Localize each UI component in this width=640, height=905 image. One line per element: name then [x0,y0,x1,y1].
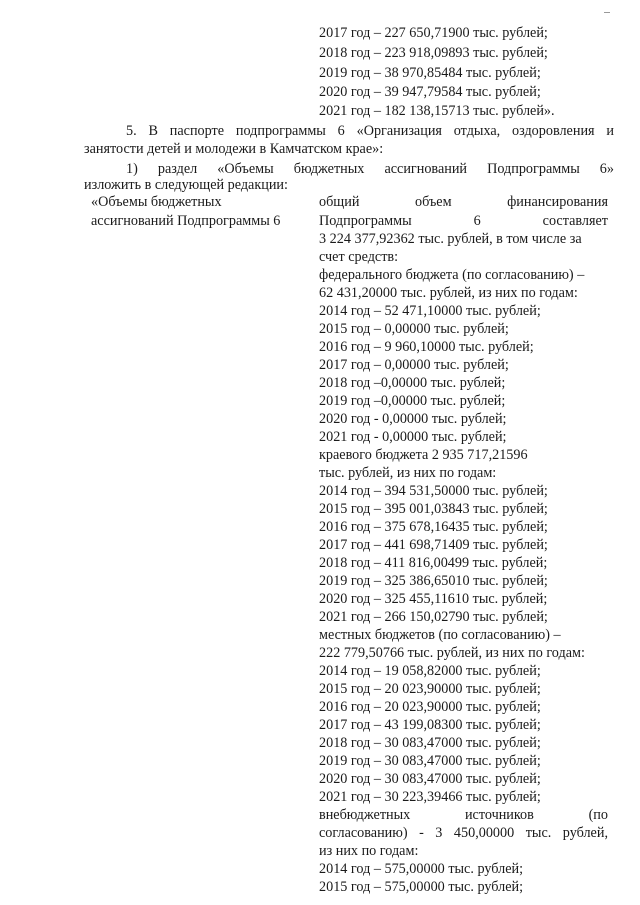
federal-year: 2018 год –0,00000 тыс. рублей; [319,375,506,391]
top-year-line: 2018 год – 223 918,09893 тыс. рублей; [319,45,548,61]
local-year: 2020 год – 30 083,47000 тыс. рублей; [319,771,541,787]
federal-line1: федерального бюджета (по согласованию) – [319,267,585,283]
local-year: 2017 год – 43 199,08300 тыс. рублей; [319,717,541,733]
federal-year: 2016 год – 9 960,10000 тыс. рублей; [319,339,534,355]
regional-year: 2018 год – 411 816,00499 тыс. рублей; [319,555,548,571]
local-year: 2016 год – 20 023,90000 тыс. рублей; [319,699,541,715]
word: (по [588,807,608,823]
federal-line2: 62 431,20000 тыс. рублей, из них по годам: [319,285,578,301]
local-year: 2014 год – 19 058,82000 тыс. рублей; [319,663,541,679]
regional-year: 2021 год – 266 150,02790 тыс. рублей; [319,609,548,625]
word: Подпрограммы [319,213,412,229]
federal-year: 2017 год – 0,00000 тыс. рублей; [319,357,509,373]
regional-year: 2014 год – 394 531,50000 тыс. рублей; [319,483,548,499]
federal-year: 2020 год - 0,00000 тыс. рублей; [319,411,507,427]
item1-line1: 1) раздел «Объемы бюджетных ассигнований Подпрограммы 6» [126,161,614,177]
federal-year: 2014 год – 52 471,10000 тыс. рублей; [319,303,541,319]
word: источников [464,807,534,823]
extra-line1 [319,806,608,824]
top-year-line: 2020 год – 39 947,79584 тыс. рублей; [319,84,541,100]
local-line1: местных бюджетов (по согласованию) – [319,627,561,643]
intro-line4: счет средств: [319,249,399,265]
intro-line2 [319,212,608,230]
regional-line1: краевого бюджета 2 935 717,21596 [319,447,528,463]
word: финансирования [507,194,608,210]
extra-year: 2014 год – 575,00000 тыс. рублей; [319,861,524,877]
regional-year: 2015 год – 395 001,03843 тыс. рублей; [319,501,548,517]
regional-line2: тыс. рублей, из них по годам: [319,465,497,481]
extra-year: 2015 год – 575,00000 тыс. рублей; [319,879,524,895]
regional-year: 2019 год – 325 386,65010 тыс. рублей; [319,573,548,589]
local-year: 2015 год – 20 023,90000 тыс. рублей; [319,681,541,697]
word: 6 [473,213,481,229]
para5-line2: занятости детей и молодежи в Камчатском крае»: [84,141,384,157]
federal-year: 2021 год - 0,00000 тыс. рублей; [319,429,507,445]
intro-line3: 3 224 377,92362 тыс. рублей, в том числе за [319,231,582,247]
local-year: 2018 год – 30 083,47000 тыс. рублей; [319,735,541,751]
top-year-line: 2019 год – 38 970,85484 тыс. рублей; [319,65,541,81]
left-col-line2: ассигнований Подпрограммы 6 [91,213,281,229]
local-year: 2021 год – 30 223,39466 тыс. рублей; [319,789,541,805]
local-year: 2019 год – 30 083,47000 тыс. рублей; [319,753,541,769]
federal-year: 2015 год – 0,00000 тыс. рублей; [319,321,509,337]
item1-line2: изложить в следующей редакции: [84,177,288,193]
federal-year: 2019 год –0,00000 тыс. рублей; [319,393,506,409]
top-year-line: 2017 год – 227 650,71900 тыс. рублей; [319,25,548,41]
para5-line1: 5. В паспорте подпрограммы 6 «Организация отдыха, оздоровления и [126,123,614,139]
extra-line3: из них по годам: [319,843,419,859]
scan-mark [604,12,610,13]
word: объем [414,194,452,210]
left-col-line1: «Объемы бюджетных [91,194,222,210]
local-line2: 222 779,50766 тыс. рублей, из них по годам: [319,645,585,661]
regional-year: 2020 год – 325 455,11610 тыс. рублей; [319,591,548,607]
extra-line2: согласованию) - 3 450,00000 тыс. рублей, [319,825,608,841]
word: внебюджетных [319,807,411,823]
word: составляет [542,213,608,229]
regional-year: 2017 год – 441 698,71409 тыс. рублей; [319,537,548,553]
word: общий [319,194,360,210]
regional-year: 2016 год – 375 678,16435 тыс. рублей; [319,519,548,535]
top-year-line: 2021 год – 182 138,15713 тыс. рублей». [319,103,555,119]
intro-line1 [319,193,608,211]
